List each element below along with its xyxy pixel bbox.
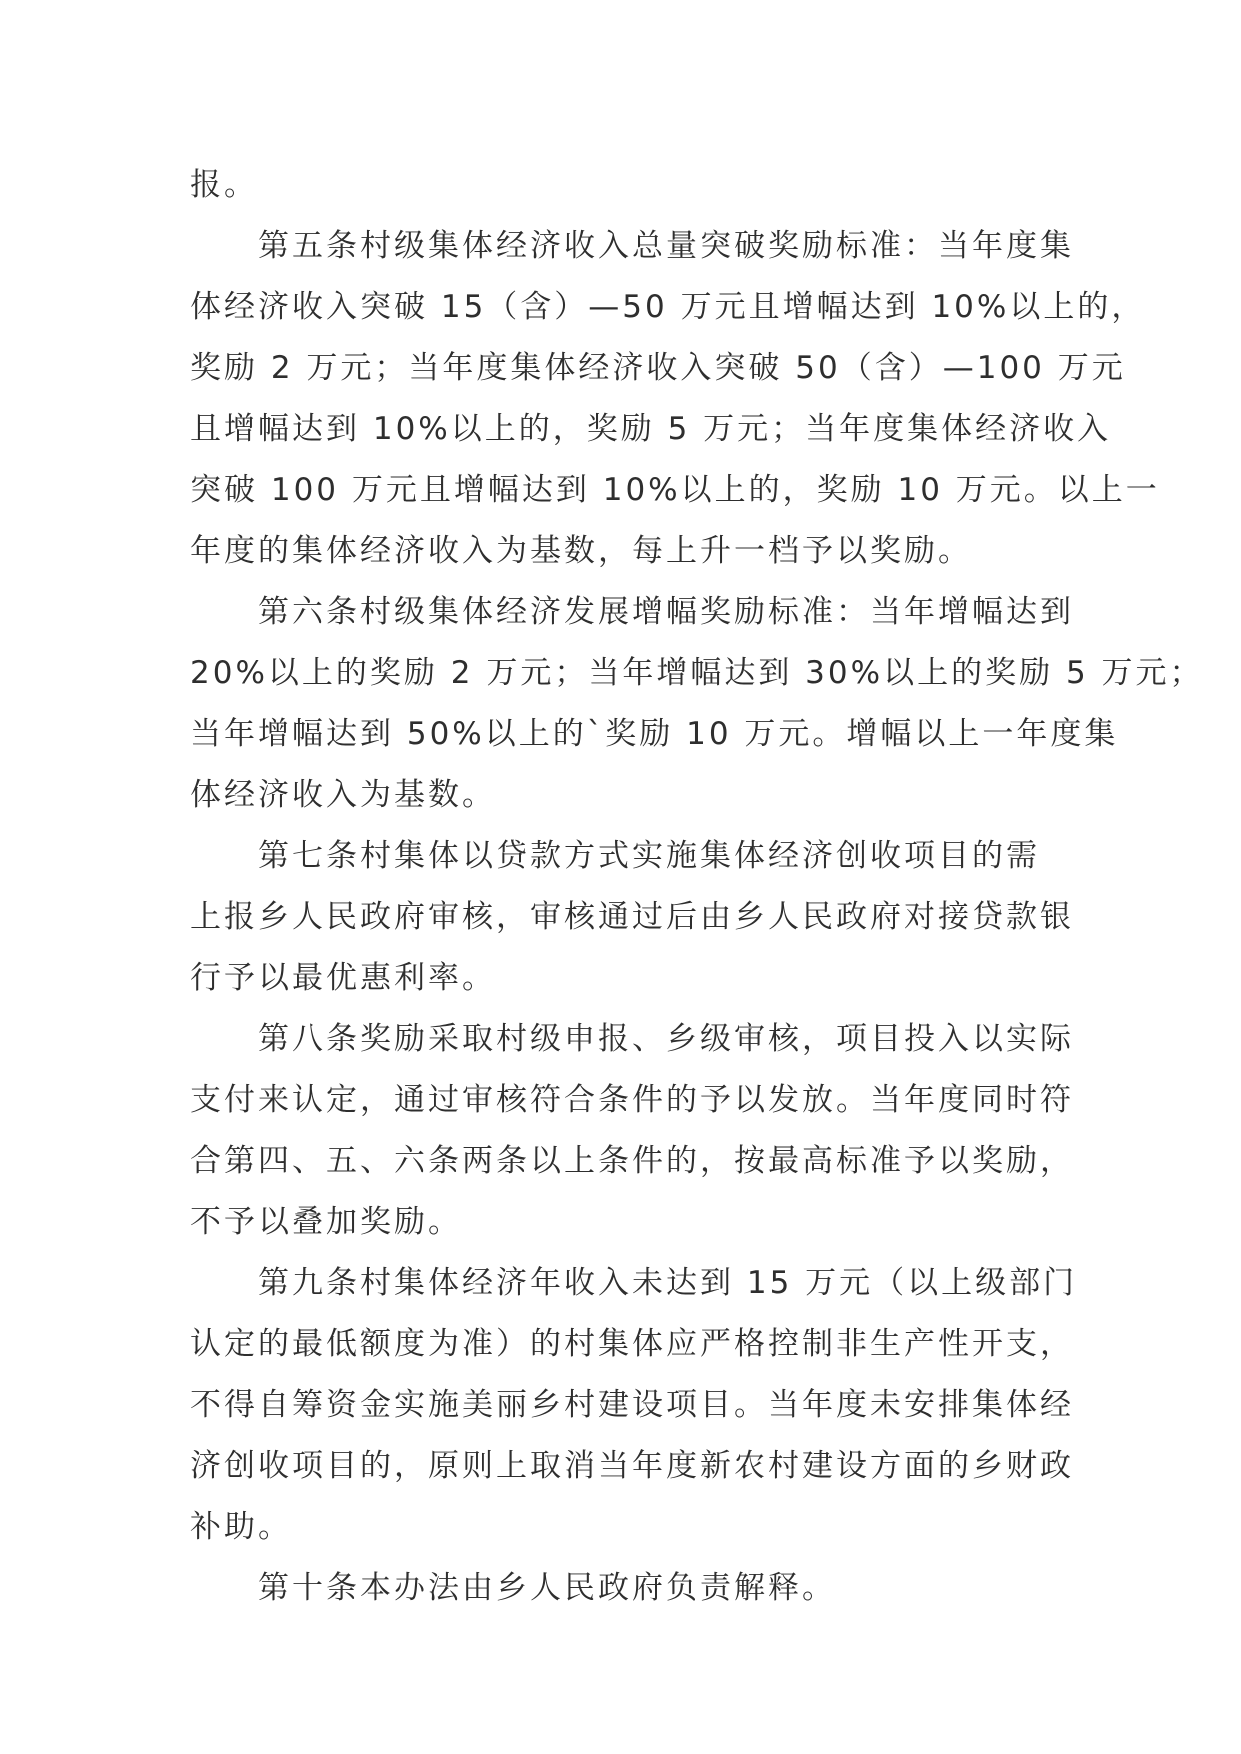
text-line: 第九条村集体经济年收入未达到 15 万元（以上级部门: [190, 1265, 1078, 1301]
text-line: 第七条村集体以贷款方式实施集体经济创收项目的需: [190, 838, 1040, 874]
text-line: 第六条村级集体经济发展增幅奖励标准：当年增幅达到: [190, 594, 1074, 630]
document-page: [190, 155, 1204, 1619]
text-line: 当年增幅达到 50%以上的`奖励 10 万元。增幅以上一年度集: [190, 716, 1119, 752]
text-line: 认定的最低额度为准）的村集体应严格控制非生产性开支，: [190, 1326, 1074, 1362]
text-line: 报。: [190, 167, 258, 203]
text-line: 行予以最优惠利率。: [190, 960, 496, 996]
text-line: 济创收项目的，原则上取消当年度新农村建设方面的乡财政: [190, 1448, 1074, 1484]
text-line: 支付来认定，通过审核符合条件的予以发放。当年度同时符: [190, 1082, 1074, 1118]
text-line: 奖励 2 万元；当年度集体经济收入突破 50（含）—100 万元: [190, 350, 1126, 386]
text-line: 第五条村级集体经济收入总量突破奖励标准：当年度集: [190, 228, 1074, 264]
text-line: 突破 100 万元且增幅达到 10%以上的，奖励 10 万元。以上一: [190, 472, 1160, 508]
text-line: 第十条本办法由乡人民政府负责解释。: [190, 1570, 836, 1606]
text-line: 体经济收入为基数。: [190, 777, 496, 813]
text-line: 补助。: [190, 1509, 292, 1545]
text-line: 合第四、五、六条两条以上条件的，按最高标准予以奖励，: [190, 1143, 1074, 1179]
text-line: 不予以叠加奖励。: [190, 1204, 462, 1240]
text-line: 20%以上的奖励 2 万元；当年增幅达到 30%以上的奖励 5 万元；: [190, 655, 1204, 691]
text-line: 且增幅达到 10%以上的，奖励 5 万元；当年度集体经济收入: [190, 411, 1112, 447]
text-line: 年度的集体经济收入为基数，每上升一档予以奖励。: [190, 533, 972, 569]
text-line: 第八条奖励采取村级申报、乡级审核，项目投入以实际: [190, 1021, 1074, 1057]
text-line: 不得自筹资金实施美丽乡村建设项目。当年度未安排集体经: [190, 1387, 1074, 1423]
text-line: 体经济收入突破 15（含）—50 万元且增幅达到 10%以上的，: [190, 289, 1146, 325]
text-line: 上报乡人民政府审核，审核通过后由乡人民政府对接贷款银: [190, 899, 1074, 935]
